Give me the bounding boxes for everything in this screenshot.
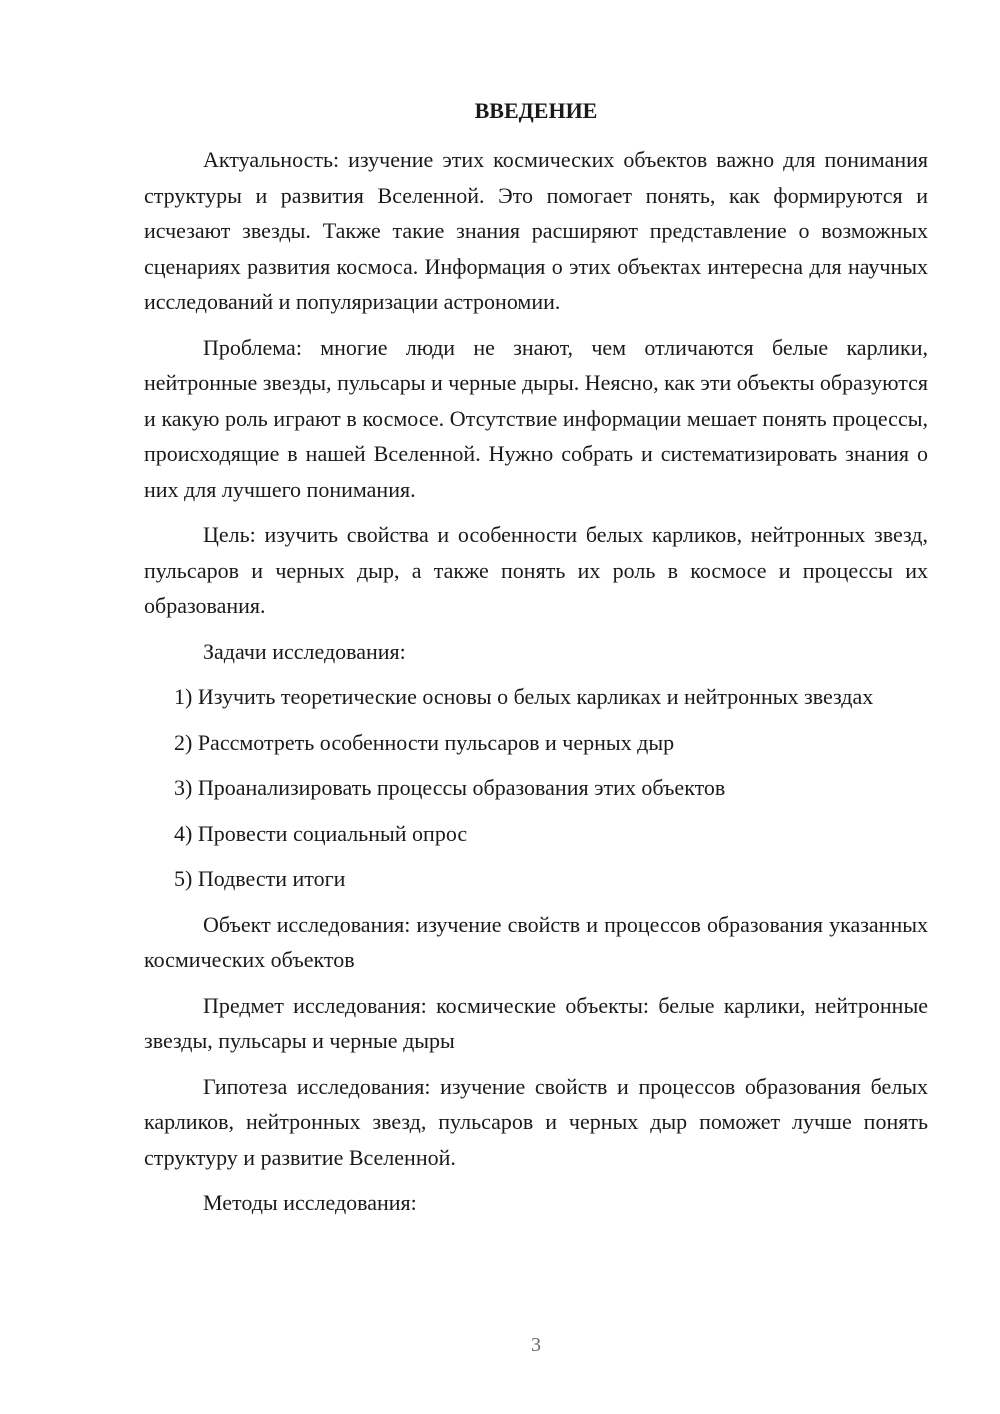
section-title: ВВЕДЕНИЕ: [474, 98, 598, 123]
paragraph-goal: Цель: изучить свойства и особенности белых карликов, нейтронных звезд, пульсаров и черных дыр, а также понять их роль в космосе и процессы их образования.: [144, 522, 928, 618]
paragraph-relevance: Актуальность: изучение этих космических объектов важно для понимания структуры и развития Вселенной. Это помогает понять, как формируются и исчезают звезды. Также такие знания расширяют представление о возможных сценариях развития космоса. Информация о этих объектах интересна для научных исследований и популяризации астрономии.: [144, 147, 928, 314]
task-item-1: 1) Изучить теоретические основы о белых карликах и нейтронных звездах: [174, 684, 874, 709]
paragraph-tasks-heading: Задачи исследования:: [203, 638, 406, 664]
body-text: [144, 142, 928, 1231]
page-number: 3: [531, 1334, 541, 1356]
task-item-5: 5) Подвести итоги: [174, 866, 346, 891]
task-item-3: 3) Проанализировать процессы образования этих объектов: [174, 775, 726, 800]
paragraph-problem: Проблема: многие люди не знают, чем отличаются белые карлики, нейтронные звезды, пульсары и черные дыры. Неясно, как эти объекты образуются и какую роль играют в космосе. Отсутствие информации мешает понять процессы, происходящие в нашей Вселенной. Нужно собрать и систематизировать знания о них для лучшего понимания.: [144, 334, 928, 502]
paragraph-subject: Предмет исследования: космические объекты: белые карлики, нейтронные звезды, пульсары и черные дыры: [144, 992, 928, 1053]
paragraph-methods: Методы исследования:: [203, 1190, 417, 1215]
task-item-2: 2) Рассмотреть особенности пульсаров и черных дыр: [174, 729, 675, 755]
task-item-4: 4) Провести социальный опрос: [174, 820, 468, 846]
paragraph-object: Объект исследования: изучение свойств и процессов образования указанных космических объектов: [144, 911, 928, 972]
paragraph-hypothesis: Гипотеза исследования: изучение свойств и процессов образования белых карликов, нейтронных звезд, пульсаров и черных дыр поможет лучше понять структуру и развитие Вселенной.: [144, 1073, 928, 1170]
